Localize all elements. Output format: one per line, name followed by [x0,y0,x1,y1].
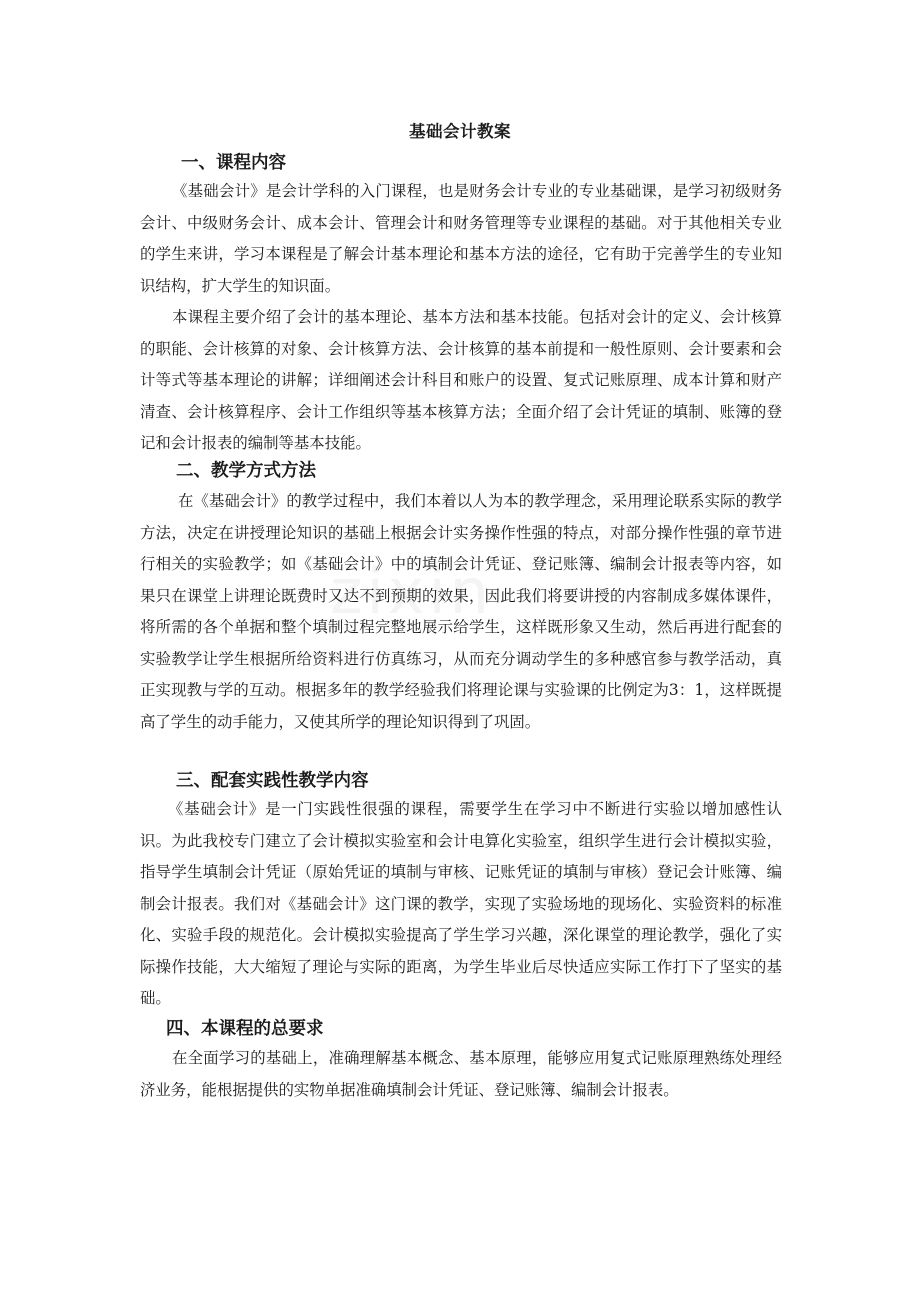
section-heading-4: 四、本课程的总要求 [166,1019,324,1039]
section-heading-3: 三、配套实践性教学内容 [176,771,369,791]
section-heading-1: 一、课程内容 [181,153,286,173]
section-3-paragraph-1: 《基础会计》是一门实践性很强的课程，需要学生在学习中不断进行实验以增加感性认识。为此我校专门建立了会计模拟实验室和会计电算化实验室，组织学生进行会计模拟实验，指导学生填制会计凭证（原始凭证的填制与审核、记账凭证的填制与审核）登记会计账簿、编制会计报表。我们对《基础会计》这门课的教学，实现了实验场地的现场化、实验资料的标准化、实验手段的规范化。会计模拟实验提高了学生学习兴趣，深化课堂的理论教学，强化了实际操作技能，大大缩短了理论与实际的距离，为学生毕业后尽快适应实际工作打下了坚实的基础。 [140,800,782,1007]
section-1-paragraph-1: 《基础会计》是会计学科的入门课程，也是财务会计专业的专业基础课，是学习初级财务会计、中级财务会计、成本会计、管理会计和财务管理等专业课程的基础。对于其他相关专业的学生来讲，学习本课程是了解会计基本理论和基本方法的途径，它有助于完善学生的专业知识结构，扩大学生的知识面。 [140,182,782,295]
document-title: 基础会计教案 [409,122,511,141]
section-1-paragraph-2: 本课程主要介绍了会计的基本理论、基本方法和基本技能。包括对会计的定义、会计核算的职能、会计核算的对象、会计核算方法、会计核算的基本前提和一般性原则、会计要素和会计等式等基本理论的讲解；详细阐述会计科目和账户的设置、复式记账原理、成本计算和财产清查、会计核算程序、会计工作组织等基本核算方法；全面介绍了会计凭证的填制、账簿的登记和会计报表的编制等基本技能。 [140,308,782,452]
section-2-paragraph-1: 在《基础会计》的教学过程中，我们本着以人为本的教学理念，采用理论联系实际的教学方法，决定在讲授理论知识的基础上根据会计实务操作性强的特点，对部分操作性强的章节进行相关的实验教学；如《基础会计》中的填制会计凭证、登记账簿、编制会计报表等内容，如果只在课堂上讲理论既费时又达不到预期的效果，因此我们将要讲授的内容制成多媒体课件，将所需的各个单据和整个填制过程完整地展示给学生，这样既形象又生动，然后再进行配套的实验教学让学生根据所给资料进行仿真练习，从而充分调动学生的多种感官参与教学活动，真正实现教与学的互动。根据多年的教学经验我们将理论课与实验课的比例定为3：1，这样既提高了学生的动手能力，又使其所学的理论知识得到了巩固。 [140,492,782,731]
section-heading-2: 二、教学方式方法 [176,461,316,481]
section-4-paragraph-1: 在全面学习的基础上，准确理解基本概念、基本原理，能够应用复式记账原理熟练处理经济业务，能根据提供的实物单据准确填制会计凭证、登记账簿、编制会计报表。 [140,1049,782,1099]
watermark: zixin [330,555,493,628]
